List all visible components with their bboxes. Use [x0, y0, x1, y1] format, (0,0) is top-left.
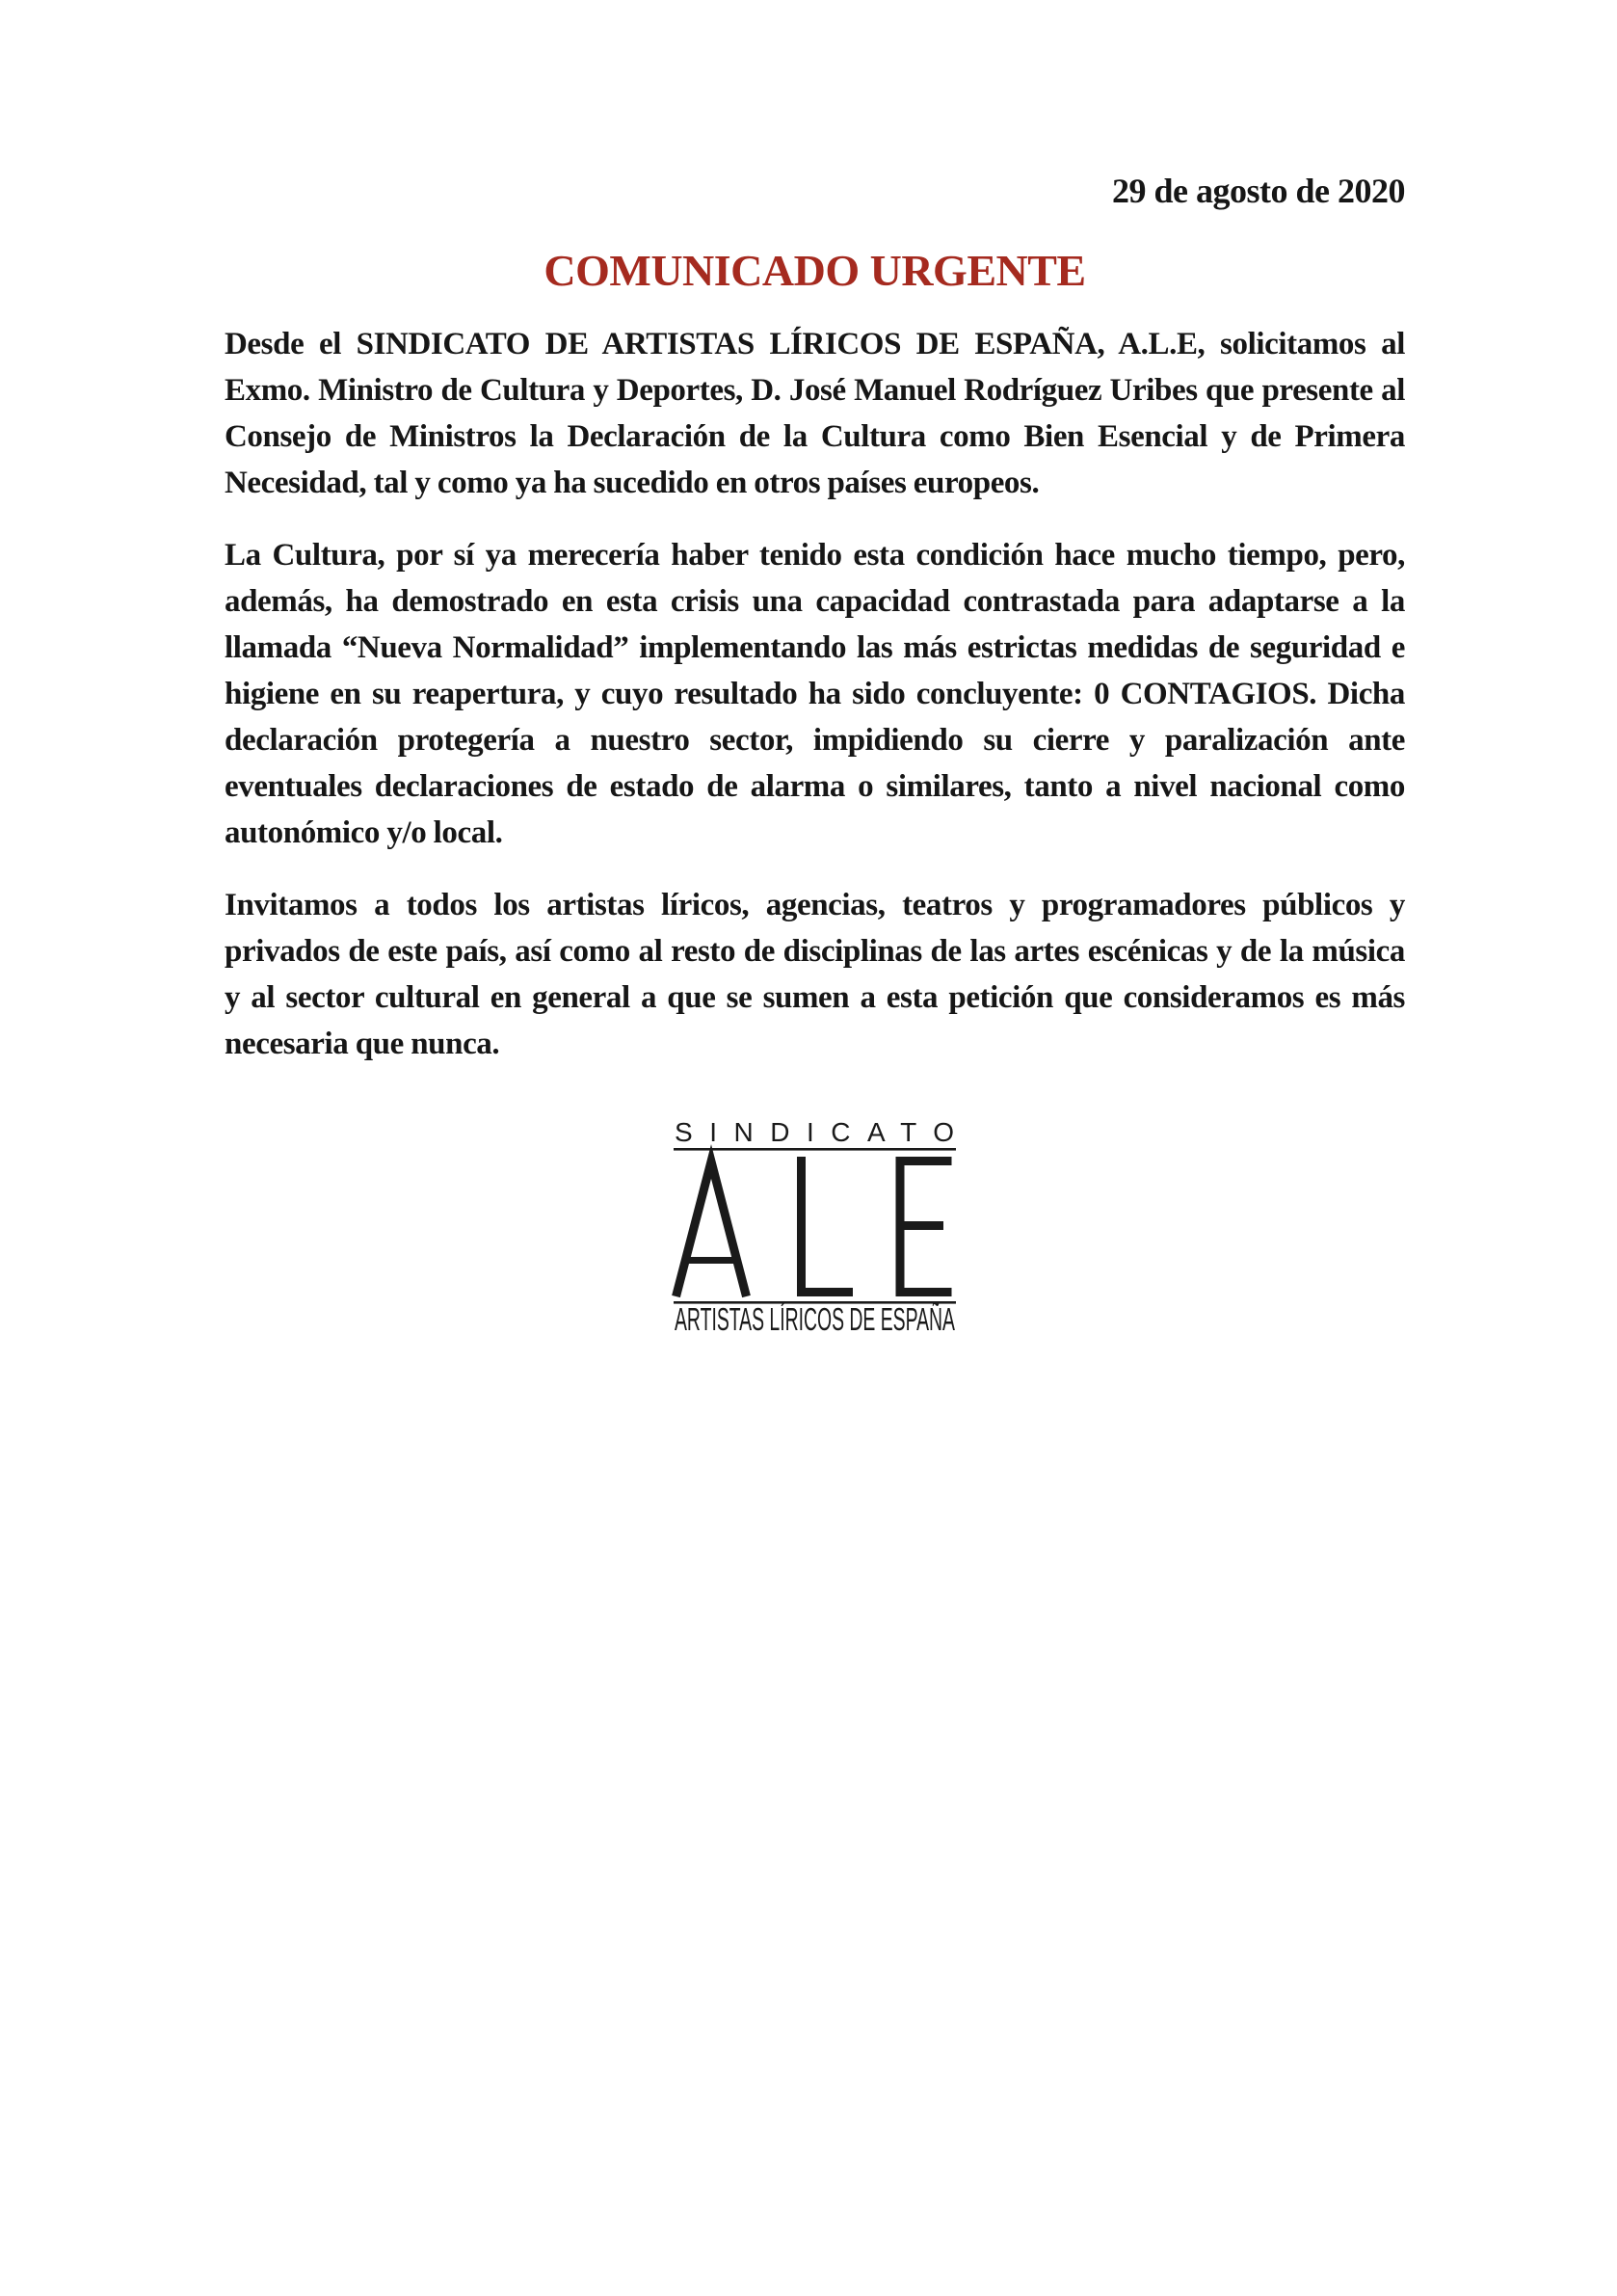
logo-caption-text: ARTISTAS LÍRICOS DE ESPAÑA: [675, 1301, 955, 1337]
ale-letter-e: [900, 1161, 952, 1293]
logo-ale-letters-icon: [676, 1157, 952, 1296]
ale-logo-graphic: [674, 1117, 956, 1338]
document-date: 29 de agosto de 2020: [1112, 172, 1405, 210]
document-content: [225, 0, 1405, 1338]
page-title: COMUNICADO URGENTE: [543, 246, 1086, 295]
ale-letter-l: [802, 1157, 854, 1293]
paragraph-2: La Cultura, por sí ya merecería haber tenido esta condición hace mucho tiempo, pero, además, ha demostrado en esta crisis una capacidad contrastada para adaptarse a la llamada “Nueva Normalidad” implementando las más estrictas medidas de seguridad e higiene en su reapertura, y cuyo resultado ha sido concluyente: 0 CONTAGIOS. Dicha declaración protegería a nuestro sector, impidiendo su cierre y paralización ante eventuales declaraciones de estado de alarma o similares, tanto a nivel nacional como autonómico y/o local.: [225, 538, 1405, 850]
sindicato-ale-logo: [674, 1117, 956, 1338]
logo-rule-top: [674, 1148, 956, 1151]
paragraph-3: Invitamos a todos los artistas líricos, agencias, teatros y programadores públicos y privados de este país, así como al resto de disciplinas de las artes escénicas y de la música y al sector cultural en general a que se sumen a esta petición que consideramos es más necesaria que nunca.: [225, 888, 1405, 1061]
paragraph-1: Desde el SINDICATO DE ARTISTAS LÍRICOS DE ESPAÑA, A.L.E, solicitamos al Exmo. Ministro de Cultura y Deportes, D. José Manuel Rodríguez Uribes que presente al Consejo de Ministros la Declaración de la Cultura como Bien Esencial y de Primera Necesidad, tal y como ya ha sucedido en otros países europeos.: [225, 327, 1405, 500]
logo-sindicato-text: SINDICATO: [675, 1117, 954, 1147]
ale-letter-a: [676, 1161, 747, 1296]
